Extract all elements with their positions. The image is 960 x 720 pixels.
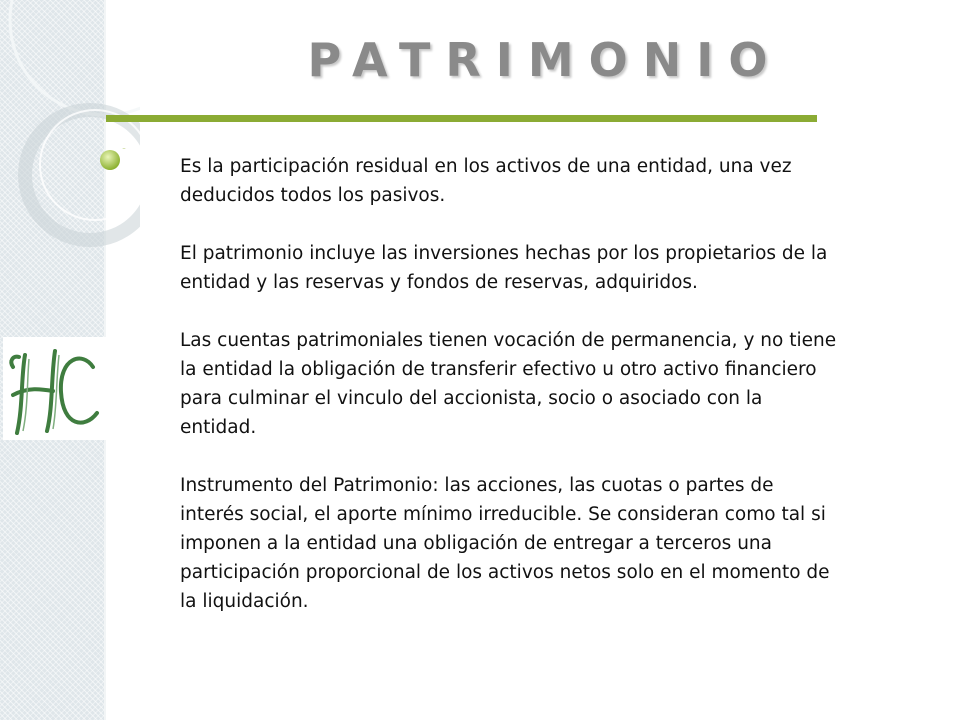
paragraph-permanence: Las cuentas patrimoniales tienen vocación de permanencia, y no tiene la entidad la obligación de transferir efectivo u otro activo financiero para culminar el vinculo del accionista, socio o asociado con la entidad. [180,330,837,438]
slide-body [180,152,840,645]
paragraph-definition: Es la participación residual en los activos de una entidad, una vez deducidos todos los pasivos. [180,156,792,206]
slide-title: PATRIMONIO [307,33,783,87]
title-underline [106,115,817,122]
paragraph-instruments: Instrumento del Patrimonio: las acciones, las cuotas o partes de interés social, el aporte mínimo irreducible. Se consideran como tal si imponen a la entidad una obligación de entregar a terceros una participación proporcional de los activos netos solo en el momento de la liquidación. [180,475,830,612]
bullet-icon [98,148,138,178]
paragraph-composition: El patrimonio incluye las inversiones hechas por los propietarios de la entidad y las reservas y fondos de reservas, adquiridos. [180,243,828,293]
hc-logo [3,337,106,440]
hc-monogram-image [3,337,106,440]
